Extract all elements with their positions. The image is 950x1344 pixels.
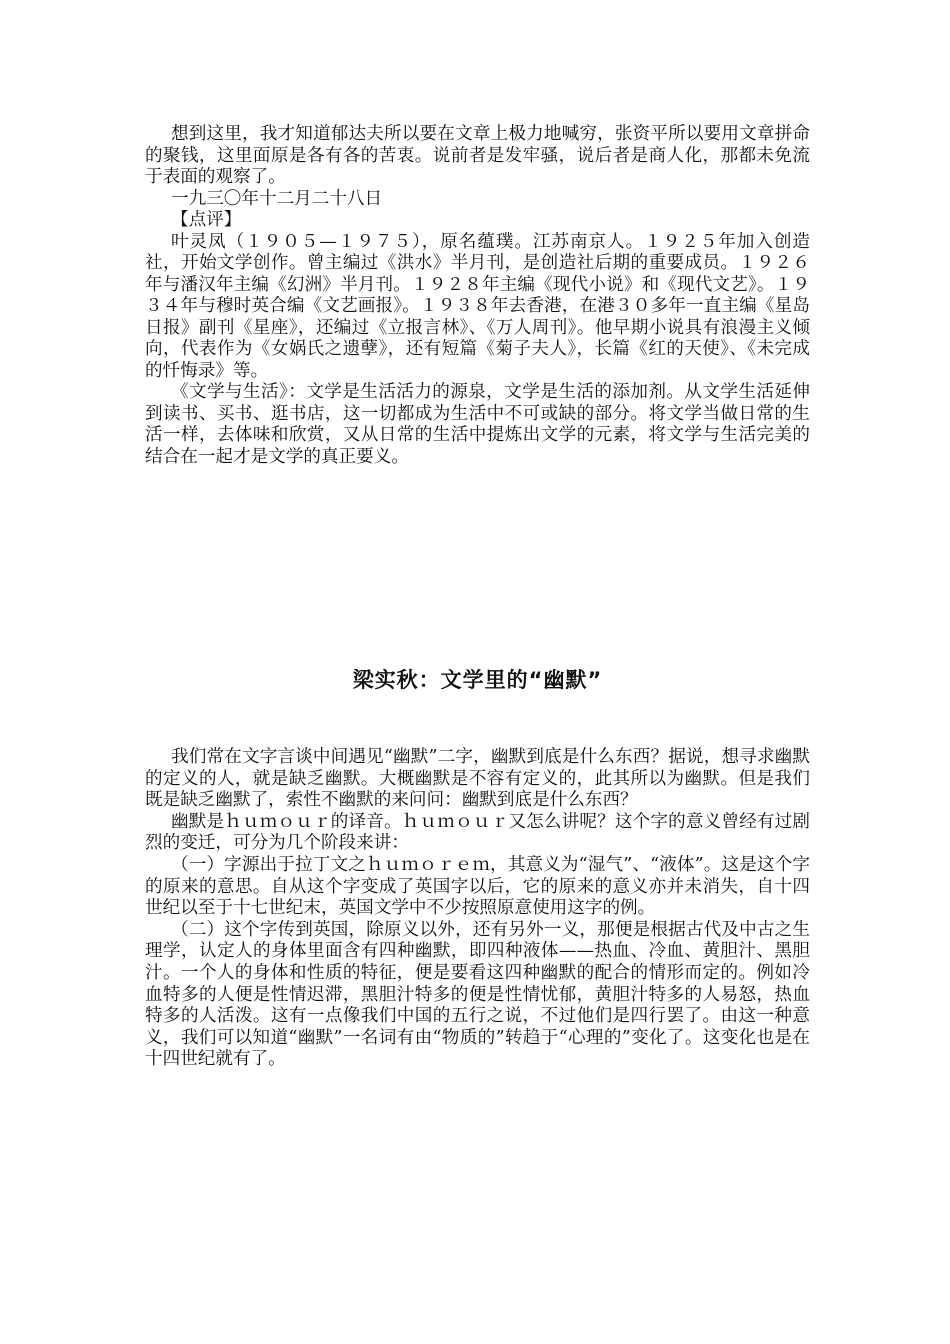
article-title: 梁实秋：文学里的“幽默” (352, 668, 603, 692)
intro-paragraph: 我们常在文字言谈中间遇见“幽默”二字，幽默到底是什么东西？据说，想寻求幽默的定义的人，就是缺乏幽默。大概幽默是不容有定义的，此其所以为幽默。但是我们既是缺乏幽默了，索性不幽默的来问问：幽默到底是什么东西？ (145, 747, 810, 811)
author-bio-paragraph: 叶灵凤（１９０５—１９７５），原名蕴璞。江苏南京人。１９２５年加入创造社，开始文学创作。曾主编过《洪水》半月刊，是创造社后期的重要成员。１９２６年与潘汉年主编《幻洲》半月刊。１９２８年主编《现代小说》和《现代文艺》。１９３４年与穆时英合编《文艺画报》。１９３８年去香港，在港３０多年一直主编《星岛日报》副刊《星座》，还编过《立报言林》、《万人周刊》。他早期小说具有浪漫主义倾向，代表作为《女娲氏之遗孽》，还有短篇《菊子夫人》，长篇《红的天使》、《未完成的忏悔录》等。 (145, 231, 810, 381)
stage-one-paragraph: （一）字源出于拉丁文之ｈｕｍｏｒｅｍ，其意义为“湿气”、“液体”。这是这个字的原来的意思。自从这个字变成了英国字以后，它的原来的意义亦并未消失，自十四世纪以至于十七世纪末，英国文学中不少按照原意使用这字的例。 (145, 854, 810, 919)
document-page (145, 124, 810, 1070)
date-line: 一九三〇年十二月二十八日 (171, 188, 383, 209)
commentary-paragraph: 《文学与生活》：文学是生活活力的源泉，文学是生活的添加剂。从文学生活延伸到读书、买书、逛书店，这一切都成为生活中不可或缺的部分。将文学当做日常的生活一样，去体味和欣赏，又从日常的生活中提炼出文学的元素，将文学与生活完美的结合在一起才是文学的真正要义。 (145, 382, 810, 467)
etymology-paragraph: 幽默是ｈｕｍｏｕｒ的译音。ｈｕｍｏｕｒ又怎么讲呢？这个字的意义曾经有过剧烈的变迁，可分为几个阶段来讲： (145, 811, 810, 854)
closing-paragraph: 想到这里，我才知道郁达夫所以要在文章上极力地喊穷，张资平所以要用文章拼命的聚钱，这里面原是各有各的苦衷。说前者是发牢骚，说后者是商人化，那都未免流于表面的观察了。 (145, 124, 810, 187)
humor-article-body (145, 747, 810, 1071)
commentary-label: 【点评】 (171, 210, 242, 230)
stage-two-paragraph: （二）这个字传到英国，除原义以外，还有另外一义，那便是根据古代及中古之生理学，认定人的身体里面含有四种幽默，即四种液体——热血、冷血、黄胆汁、黑胆汁。一个人的身体和性质的特征，便是要看这四种幽默的配合的情形而定的。例如冷血特多的人便是性情迟滞，黑胆汁特多的便是性情忧郁，黄胆汁特多的人易怒，热血特多的人活泼。这有一点像我们中国的五行之说，不过他们是四行罢了。由这一种意义，我们可以知道“幽默”一名词有由“物质的”转趋于“心理的”变化了。这变化也是在十四世纪就有了。 (145, 919, 810, 1070)
previous-article-ending (145, 124, 810, 468)
